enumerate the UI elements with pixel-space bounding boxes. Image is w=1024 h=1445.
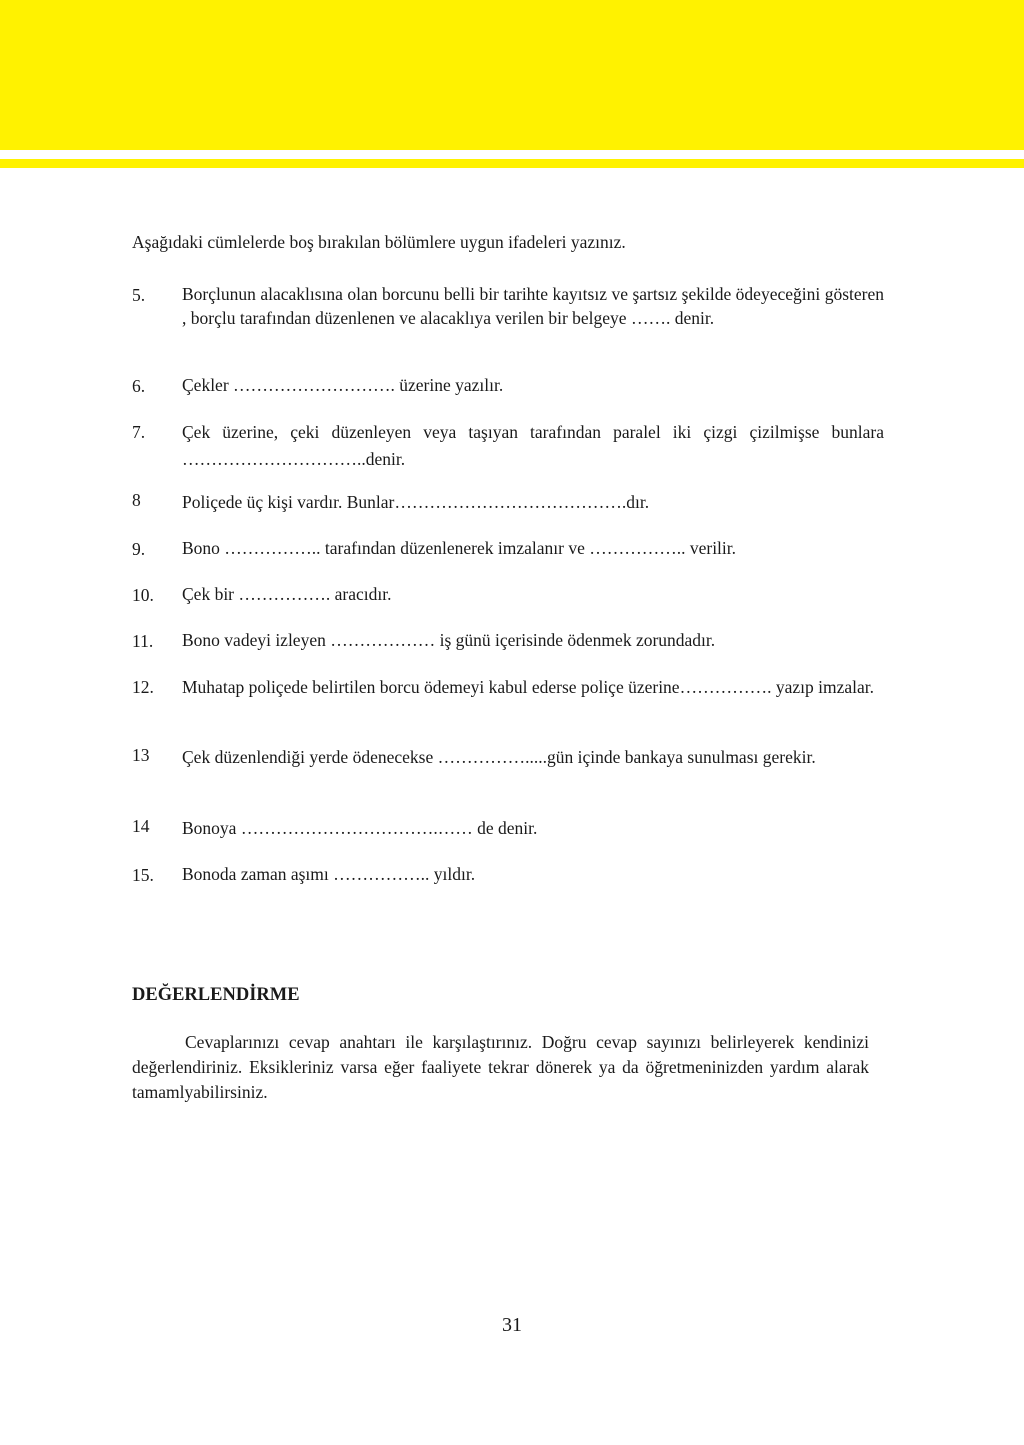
evaluation-paragraph: Cevaplarınızı cevap anahtarı ile karşılaştırınız. Doğru cevap sayınızı belirleyerek kendinizi değerlendiriniz. Eksikleriniz varsa eğer faaliyete tekrar dönerek ya da öğretmeninizden yardım alarak tamamlyabilirsiniz. xyxy=(132,1032,869,1102)
question-number: 13 xyxy=(132,745,150,765)
question-item xyxy=(132,373,884,397)
question-text: Bono …………….. tarafından düzenlenerek imzalanır ve …………….. verilir. xyxy=(182,538,737,558)
evaluation-heading: DEĞERLENDİRME xyxy=(132,985,300,1005)
question-text: Çek düzenlendiği yerde ödenecekse …………….....gün içinde bankaya sunulması gerekir. xyxy=(182,747,816,767)
question-number: 5. xyxy=(132,285,146,305)
question-item xyxy=(132,419,884,473)
question-item xyxy=(132,490,884,514)
exercise-instructions: Aşağıdaki cümlelerde boş bırakılan bölümlere uygun ifadeleri yazınız. xyxy=(132,232,626,252)
question-number: 11. xyxy=(132,631,154,651)
question-text: Çek bir ……………. aracıdır. xyxy=(182,584,392,604)
page-number: 31 xyxy=(502,1314,522,1336)
question-item xyxy=(132,282,884,330)
question-item xyxy=(132,628,884,652)
question-text: Bono vadeyi izleyen ……………… iş günü içerisinde ödenmek zorundadır. xyxy=(182,630,716,650)
question-number: 8 xyxy=(132,490,141,510)
question-text: Borçlunun alacaklısına olan borcunu belli bir tarihte kayıtsız ve şartsız şekilde ödeyeceğini gösteren , borçlu tarafından düzenlenen ve alacaklıya verilen bir belgeye ……. denir. xyxy=(182,284,884,328)
question-number: 14 xyxy=(132,816,150,836)
question-text: Çekler ………………………. üzerine yazılır. xyxy=(182,375,504,395)
question-text: Muhatap poliçede belirtilen borcu ödemeyi kabul ederse poliçe üzerine……………. yazıp imzalar. xyxy=(182,677,874,697)
question-text: Bonoda zaman aşımı …………….. yıldır. xyxy=(182,864,476,884)
question-item xyxy=(132,745,884,769)
question-text: Poliçede üç kişi vardır. Bunlar………………………………….dır. xyxy=(182,492,650,512)
question-item xyxy=(132,862,884,886)
header-yellow-band xyxy=(0,0,1024,150)
question-number: 7. xyxy=(132,422,146,442)
question-number: 15. xyxy=(132,865,154,885)
question-item xyxy=(132,816,884,840)
question-number: 10. xyxy=(132,585,154,605)
question-item xyxy=(132,536,884,560)
question-number: 9. xyxy=(132,539,146,559)
question-item xyxy=(132,582,884,606)
question-item xyxy=(132,674,884,701)
question-text: Çek üzerine, çeki düzenleyen veya taşıyan tarafından paralel iki çizgi çizilmişse bunlara …………………………..denir. xyxy=(182,422,884,469)
question-text: Bonoya …………………………….…… de denir. xyxy=(182,818,538,838)
question-number: 6. xyxy=(132,376,146,396)
header-yellow-rule xyxy=(0,159,1024,168)
question-number: 12. xyxy=(132,677,154,697)
